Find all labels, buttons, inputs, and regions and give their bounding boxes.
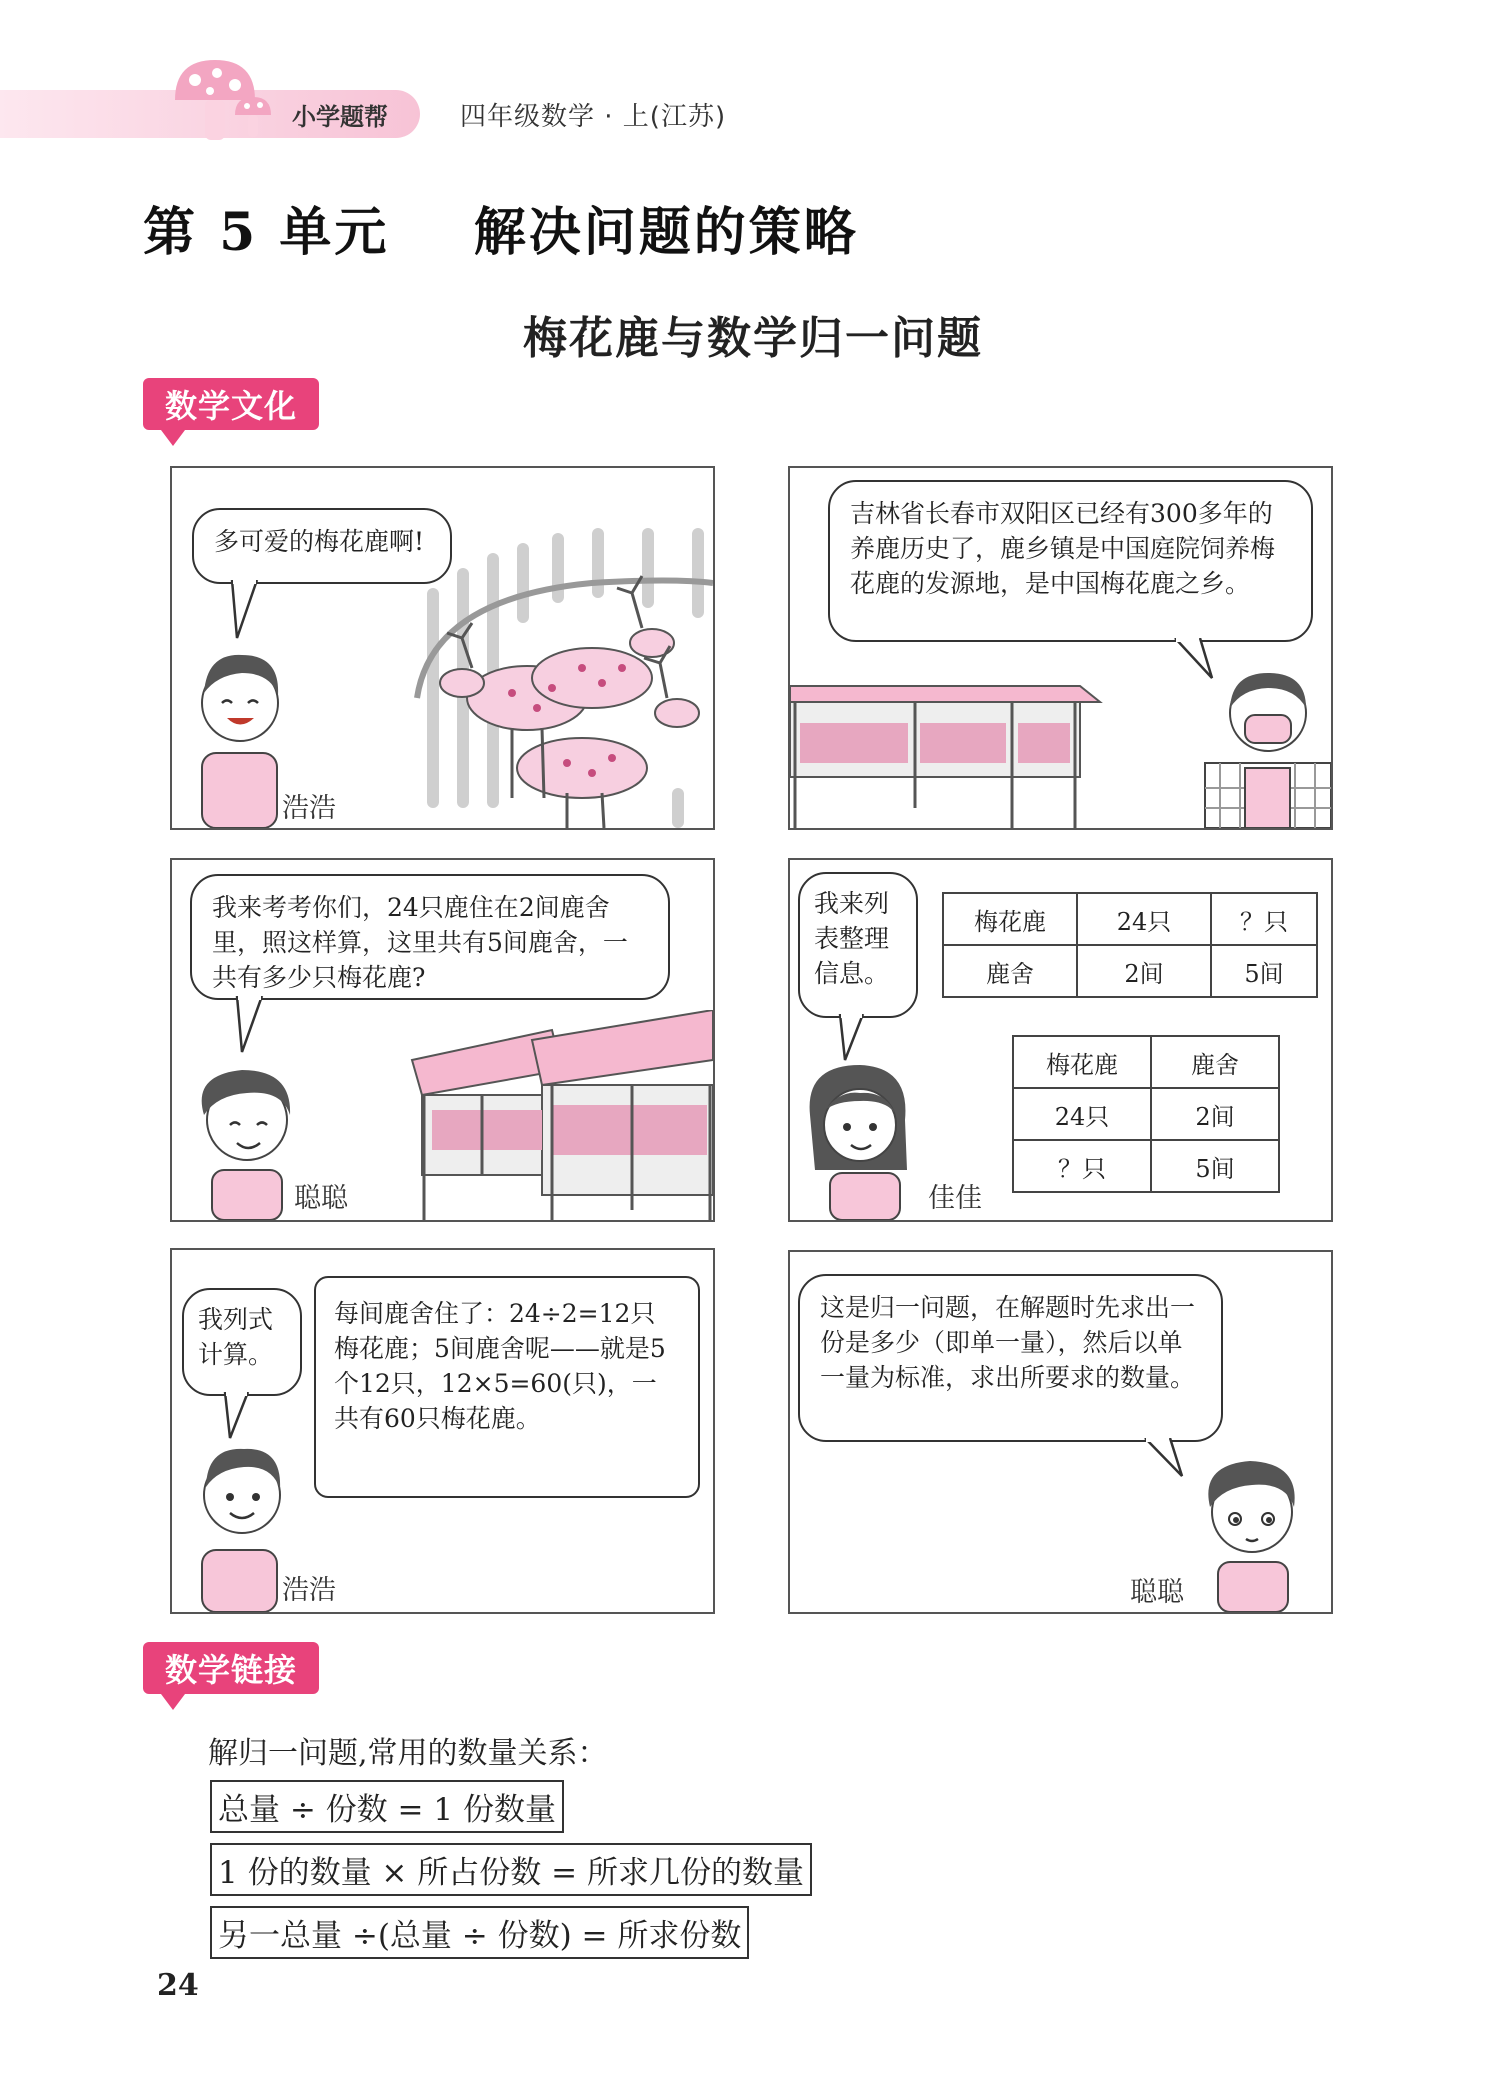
info-table-horizontal	[942, 892, 1318, 998]
table-cell: 鹿舍	[1151, 1036, 1279, 1088]
table-cell: ？只	[1013, 1140, 1151, 1192]
table-cell: 24只	[1077, 893, 1211, 945]
speech-text: 我来考考你们，24只鹿住在2间鹿舍里，照这样算，这里共有5间鹿舍，一共有多少只梅花鹿?	[212, 893, 628, 992]
speech-text: 这是归一问题，在解题时先求出一份是多少（即单一量），然后以单一量为标准，求出所要求的数量。	[820, 1293, 1196, 1392]
section-tag-link-label: 数学链接	[165, 1651, 298, 1689]
speech-bubble	[182, 1288, 302, 1396]
table-row	[1013, 1140, 1279, 1192]
table-cell: 5间	[1151, 1140, 1279, 1192]
table-cell: 24只	[1013, 1088, 1151, 1140]
boy-congcong-illustration	[1190, 1447, 1310, 1612]
comic-panel-1	[170, 466, 715, 830]
table-cell: 鹿舍	[943, 945, 1077, 997]
table-cell: ？只	[1211, 893, 1317, 945]
speech-bubble	[828, 480, 1313, 642]
speech-text: 我列式计算。	[198, 1305, 274, 1369]
comic-panel-2	[788, 466, 1333, 830]
table-cell: 梅花鹿	[943, 893, 1077, 945]
comic-panel-3	[170, 858, 715, 1222]
formula-box: 另一总量 ÷(总量 ÷ 份数) = 所求份数	[210, 1906, 749, 1959]
calculation-box	[314, 1276, 700, 1498]
table-row	[1013, 1088, 1279, 1140]
book-title: 四年级数学 · 上(江苏)	[460, 102, 727, 132]
bubble-tail	[232, 996, 272, 1056]
character-name: 佳佳	[928, 1183, 982, 1214]
speech-bubble	[192, 508, 452, 584]
speech-text: 多可爱的梅花鹿啊!	[214, 527, 425, 556]
bubble-tail	[1140, 1438, 1190, 1484]
mushroom-icon	[165, 55, 275, 145]
speech-bubble	[190, 874, 670, 1000]
table-cell: 梅花鹿	[1013, 1036, 1151, 1088]
speech-text: 吉林省长春市双阳区已经有300多年的养鹿历史了，鹿乡镇是中国庭院饲养梅花鹿的发源地，是中国梅花鹿之乡。	[850, 499, 1276, 598]
table-cell: 2间	[1151, 1088, 1279, 1140]
boy-congcong-illustration	[182, 1055, 302, 1220]
comic-panel-6	[788, 1250, 1333, 1614]
table-cell: 5间	[1211, 945, 1317, 997]
formula-intro: 解归一问题,常用的数量关系：	[208, 1736, 608, 1771]
speech-text: 我来列表整理信息。	[814, 889, 890, 988]
farmer-illustration	[1200, 653, 1331, 828]
unit-title: 第 5 单元 解决问题的策略	[143, 202, 859, 263]
formula-box: 总量 ÷ 份数 = 1 份数量	[210, 1780, 564, 1833]
series-label: 小学题帮	[292, 102, 388, 131]
bubble-tail	[227, 580, 267, 640]
section-tag-link	[143, 1642, 319, 1694]
speech-bubble	[798, 1274, 1223, 1442]
table-cell: 2间	[1077, 945, 1211, 997]
character-name: 浩浩	[282, 1575, 336, 1606]
deer-shed-illustration	[790, 668, 1110, 828]
lesson-title: 梅花鹿与数学归一问题	[523, 313, 983, 364]
character-name: 浩浩	[282, 793, 336, 824]
deer-shed-illustration	[402, 1010, 713, 1220]
girl-jiajia-illustration	[795, 1055, 930, 1220]
speech-bubble	[798, 872, 918, 1018]
table-row	[1013, 1036, 1279, 1088]
calculation-text: 每间鹿舍住了：24÷2=12只梅花鹿；5间鹿舍呢——就是5个12只，12×5=60(只)，一共有60只梅花鹿。	[334, 1299, 666, 1433]
table-row	[943, 893, 1317, 945]
comic-panel-5	[170, 1248, 715, 1614]
section-tag-culture	[143, 378, 319, 430]
character-name: 聪聪	[294, 1183, 348, 1214]
info-table-vertical	[1012, 1035, 1280, 1193]
page-number: 24	[157, 1968, 199, 2003]
comic-panel-4	[788, 858, 1333, 1222]
character-name: 聪聪	[1130, 1577, 1184, 1608]
table-row	[943, 945, 1317, 997]
formula-box: 1 份的数量 × 所占份数 = 所求几份的数量	[210, 1843, 812, 1896]
section-tag-culture-label: 数学文化	[165, 387, 298, 425]
